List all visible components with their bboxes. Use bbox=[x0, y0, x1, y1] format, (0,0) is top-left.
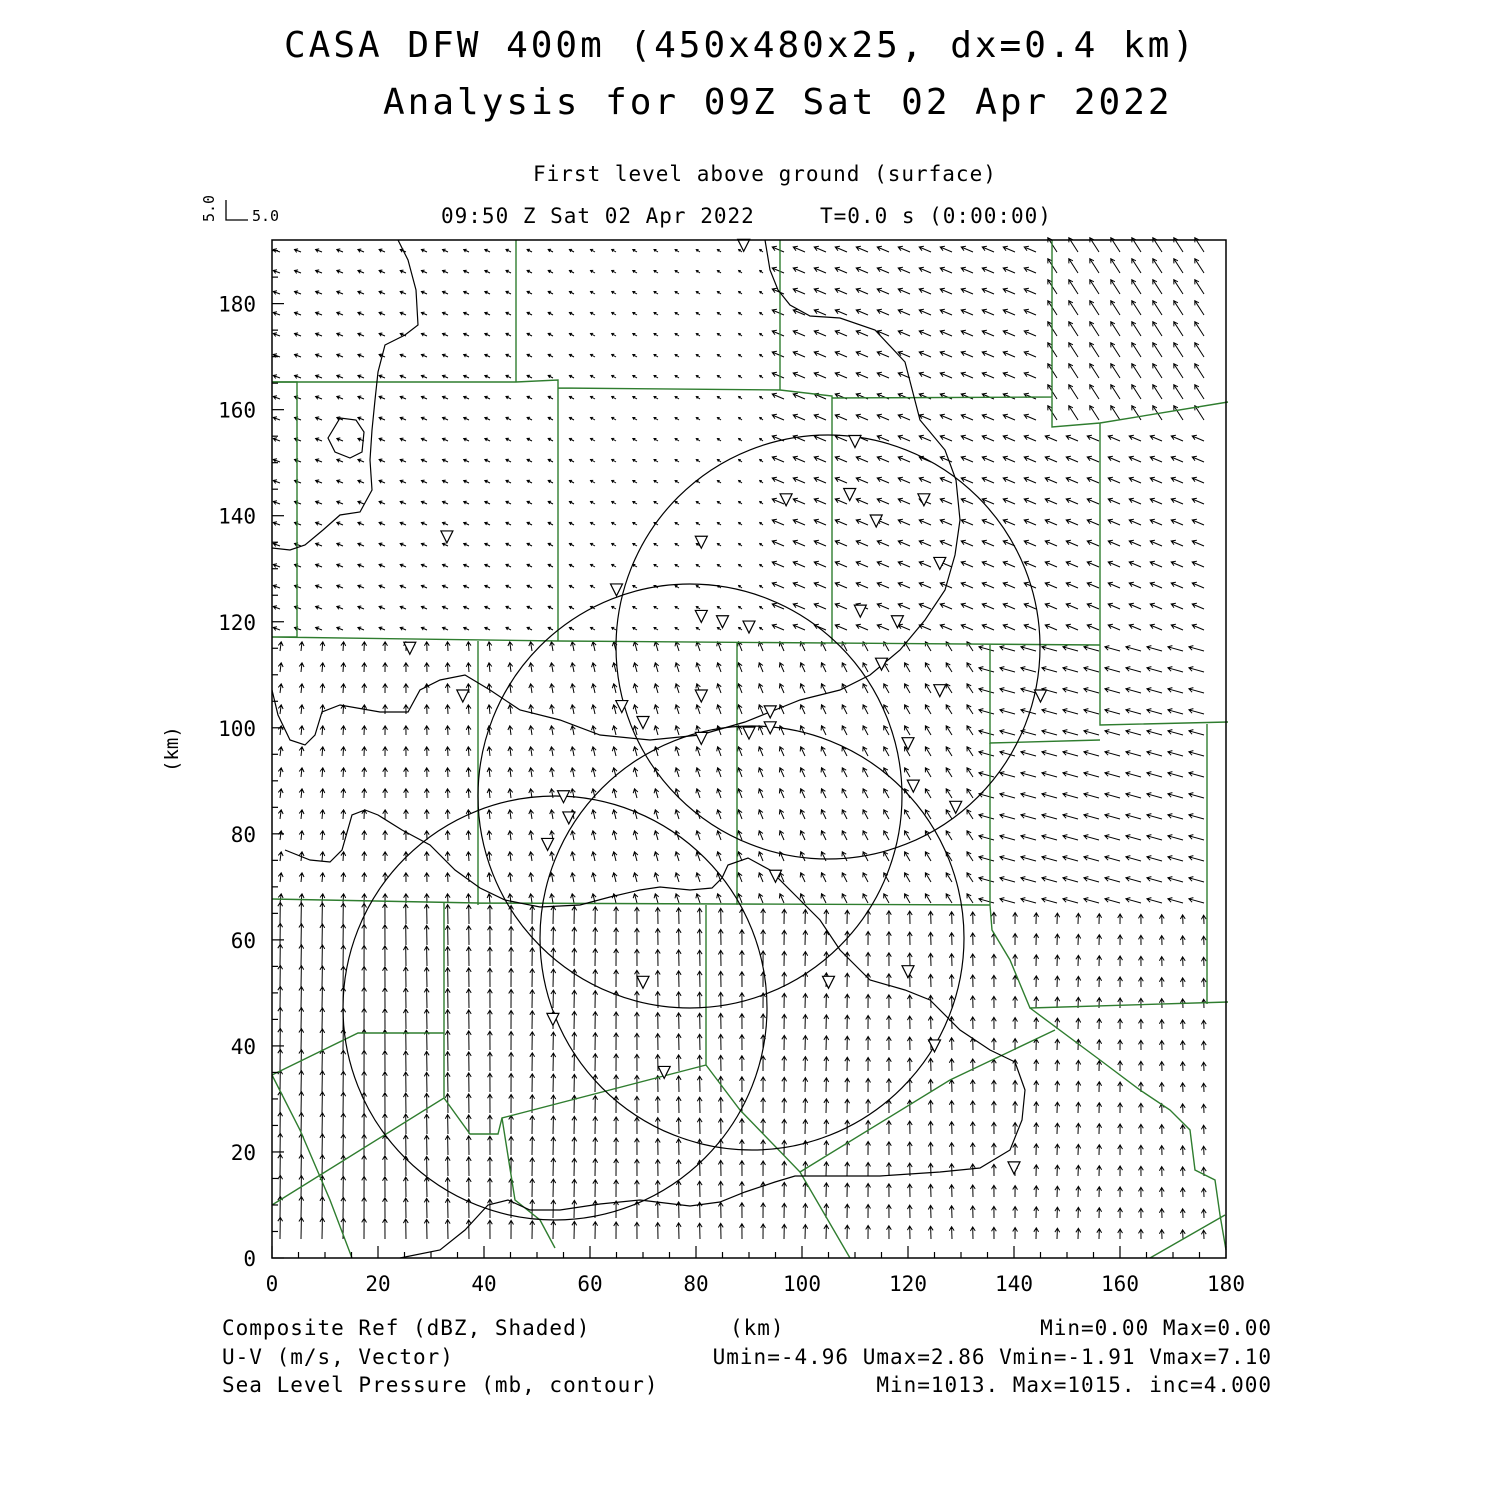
map-title-line2: Analysis for 09Z Sat 02 Apr 2022 bbox=[383, 82, 1173, 123]
station-marker bbox=[542, 838, 554, 850]
station-marker bbox=[457, 690, 469, 702]
footer-wind: U-V (m/s, Vector) bbox=[222, 1345, 454, 1369]
station-marker bbox=[637, 976, 649, 988]
station-marker bbox=[1008, 1162, 1020, 1174]
station-marker bbox=[929, 1040, 941, 1052]
station-marker bbox=[854, 605, 866, 617]
pressure-contour bbox=[285, 810, 1025, 1258]
reference-vector bbox=[226, 200, 248, 220]
x-tick-label: 60 bbox=[577, 1272, 603, 1296]
station-marker bbox=[844, 489, 856, 501]
station-marker bbox=[563, 812, 575, 824]
pressure-contour bbox=[272, 240, 960, 745]
level-label: First level above ground (surface) bbox=[533, 162, 997, 186]
station-marker bbox=[764, 722, 776, 734]
y-tick-label: 0 bbox=[243, 1247, 256, 1271]
x-tick-label: 100 bbox=[783, 1272, 821, 1296]
y-tick-label: 40 bbox=[230, 1034, 256, 1059]
ref-vector-u-label: 5.0 bbox=[252, 207, 280, 225]
y-tick-label: 160 bbox=[218, 398, 256, 423]
station-marker bbox=[823, 976, 835, 988]
y-tick-label: 20 bbox=[230, 1140, 256, 1165]
x-tick-label: 140 bbox=[995, 1272, 1033, 1296]
plot-frame bbox=[272, 240, 1226, 1258]
x-tick-label: 0 bbox=[265, 1272, 279, 1296]
station-marker bbox=[950, 801, 962, 813]
station-marker bbox=[695, 536, 707, 548]
station-marker bbox=[695, 732, 707, 744]
station-marker bbox=[907, 780, 919, 792]
footer-pressure-range: Min=1013. Max=1015. inc=4.000 bbox=[876, 1373, 1272, 1397]
y-tick-label: 180 bbox=[218, 292, 256, 317]
map-title-line1: CASA DFW 400m (450x480x25, dx=0.4 km) bbox=[284, 25, 1197, 66]
ref-vector-v-label: 5.0 bbox=[200, 194, 218, 222]
x-axis-label: (km) bbox=[730, 1316, 785, 1340]
station-marker bbox=[611, 584, 623, 596]
y-tick-label: 80 bbox=[230, 822, 256, 847]
station-marker bbox=[695, 690, 707, 702]
x-tick-label: 20 bbox=[365, 1272, 391, 1296]
x-tick-label: 120 bbox=[889, 1272, 927, 1296]
elapsed-time: T=0.0 s (0:00:00) bbox=[820, 204, 1052, 228]
x-tick-label: 180 bbox=[1207, 1272, 1245, 1296]
station-marker bbox=[717, 616, 729, 628]
y-axis-label: (km) bbox=[161, 726, 183, 772]
county-line bbox=[272, 1030, 1225, 1258]
y-tick-label: 60 bbox=[230, 928, 256, 953]
x-tick-label: 80 bbox=[683, 1272, 709, 1296]
station-marker bbox=[764, 706, 776, 718]
footer-reflectivity-range: Min=0.00 Max=0.00 bbox=[1040, 1316, 1272, 1340]
footer-pressure: Sea Level Pressure (mb, contour) bbox=[222, 1373, 659, 1397]
wind-vectors bbox=[273, 238, 1206, 1239]
x-tick-label: 40 bbox=[471, 1272, 497, 1296]
pressure-contours bbox=[272, 240, 1040, 1258]
county-line bbox=[272, 641, 1228, 1008]
wind-vector-field bbox=[273, 238, 1206, 1239]
station-marker bbox=[934, 685, 946, 697]
station-marker bbox=[637, 716, 649, 728]
pressure-contour bbox=[272, 240, 418, 550]
station-marker bbox=[902, 966, 914, 978]
valid-time: 09:50 Z Sat 02 Apr 2022 bbox=[441, 204, 755, 228]
y-tick-label: 100 bbox=[218, 716, 256, 741]
station-marker bbox=[780, 494, 792, 506]
station-marker bbox=[849, 435, 861, 447]
station-marker bbox=[902, 738, 914, 750]
x-tick-label: 160 bbox=[1101, 1272, 1139, 1296]
station-marker bbox=[1035, 690, 1047, 702]
county-line bbox=[272, 240, 1228, 645]
station-marker bbox=[547, 1013, 559, 1025]
footer-wind-range: Umin=-4.96 Umax=2.86 Vmin=-1.91 Vmax=7.10 bbox=[712, 1345, 1272, 1369]
axis-ticks bbox=[272, 251, 1226, 1258]
station-marker bbox=[441, 531, 453, 543]
station-marker bbox=[743, 727, 755, 739]
radar-range-ring bbox=[616, 435, 1040, 859]
county-boundaries bbox=[272, 240, 1228, 1258]
y-tick-label: 140 bbox=[218, 504, 256, 529]
y-tick-label: 120 bbox=[218, 610, 256, 635]
station-marker bbox=[695, 610, 707, 622]
county-line bbox=[1030, 724, 1226, 1250]
footer-reflectivity: Composite Ref (dBZ, Shaded) bbox=[222, 1316, 591, 1340]
station-marker bbox=[743, 621, 755, 633]
